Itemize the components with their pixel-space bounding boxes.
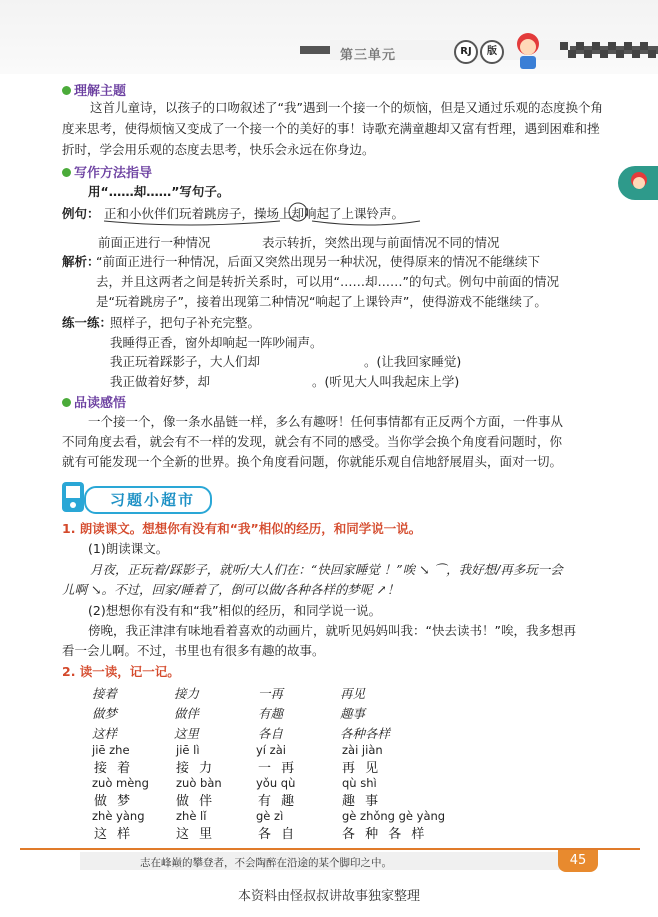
chinese-word: 一 再 bbox=[258, 761, 298, 776]
hw-word: 各自 bbox=[258, 726, 284, 741]
chinese-word: 有 趣 bbox=[258, 794, 298, 809]
hw-word: 各种各样 bbox=[340, 726, 391, 741]
hw-word: 做伴 bbox=[174, 706, 200, 721]
example-note-b: 表示转折，突然出现与前面情况不同的情况 bbox=[262, 235, 500, 250]
chinese-word: 这 里 bbox=[176, 827, 216, 842]
unit-title: 第三单元 bbox=[340, 48, 397, 63]
feeling-line-2: 不同角度去看，就会有不一样的发现，就会有不同的感受。当你学会换个角度看问题时，你 bbox=[62, 434, 563, 449]
section-title-text: 品读感悟 bbox=[74, 396, 127, 411]
hw-word: 接着 bbox=[92, 686, 118, 701]
feeling-line-3: 就有可能发现一个全新的世界。换个角度看问题，你就能乐观自信地舒展眉头，面对一切。 bbox=[62, 454, 563, 469]
theme-paragraph: 这首儿童诗，以孩子的口吻叙述了“我”遇到一个接一个的烦恼，但是又通过乐观的态度换个角度来思考，使得烦恼又变成了一个接一个的美好的事！诗歌充满童趣却又富有哲理，遇到困难和挫折时，学会用乐观的态度去思考，快乐会永远在你身边。 bbox=[62, 100, 603, 157]
hw-word: 这里 bbox=[174, 726, 200, 741]
pinyin: qù shì bbox=[342, 776, 377, 790]
pinyin: zhè lǐ bbox=[176, 809, 207, 823]
chinese-word: 这 样 bbox=[94, 827, 134, 842]
hw-word: 一再 bbox=[258, 686, 284, 701]
practice-instruction: 照样子，把句子补充完整。 bbox=[110, 315, 261, 330]
pinyin: yí zài bbox=[256, 743, 286, 757]
edition-badge: 版 bbox=[480, 40, 504, 64]
chinese-word: 接 力 bbox=[176, 761, 216, 776]
feeling-line-1: 一个接一个，像一条水晶链一样，多么有趣呀！任何事情都有正反两个方面，一件事从 bbox=[88, 414, 564, 429]
hw-word: 再见 bbox=[340, 686, 366, 701]
example-text: 正和小伙伴们玩着跳房子，操场上却响起了上课铃声。 bbox=[104, 206, 405, 221]
pinyin: jiē lì bbox=[176, 743, 200, 757]
example-label: 例句： bbox=[62, 206, 100, 221]
chinese-word: 各 种 各 样 bbox=[342, 827, 428, 842]
hw-word: 接力 bbox=[174, 686, 200, 701]
rj-badge: RJ bbox=[454, 40, 478, 64]
pinyin: gè zhǒng gè yàng bbox=[342, 809, 446, 823]
analysis-line-2: 去，并且这两者之间是转折关系时，可以用“……却……”的句式。例句中前面的情况 bbox=[96, 274, 559, 289]
exercise-banner-title: 习题小超市 bbox=[110, 491, 196, 509]
question-2: 2. 读一读，记一记。 bbox=[62, 664, 180, 679]
pinyin: zài jiàn bbox=[342, 743, 383, 757]
question-1-part-1: (1)朗读课文。 bbox=[88, 541, 169, 556]
footer-motto: 志在峰巅的攀登者，不会陶醉在沿途的某个脚印之中。 bbox=[140, 857, 392, 869]
practice-label: 练一练： bbox=[62, 315, 113, 330]
chinese-word: 做 梦 bbox=[94, 794, 134, 809]
practice-item-2a: 我正玩着踩影子，大人们却 bbox=[110, 354, 261, 369]
practice-item-3b: 。(听见大人叫我起床上学) bbox=[312, 374, 460, 389]
practice-item-3a: 我正做着好梦，却 bbox=[110, 374, 211, 389]
analysis-label: 解析： bbox=[62, 254, 100, 269]
reading-mark-line-1: 月夜，正玩着/踩影子，就听/大人们在：“快回家睡觉 ！”唉 ↘ ⌒，我好想/再多玩一会 bbox=[90, 562, 563, 577]
question-1-part-2: (2)想想你有没有和“我”相似的经历，和同学说一说。 bbox=[88, 603, 382, 618]
credit-line: 本资料由怪叔叔讲故事独家整理 bbox=[237, 889, 420, 904]
question-1: 1. 朗读课文。想想你有没有和“我”相似的经历，和同学说一说。 bbox=[62, 521, 422, 536]
section-title-text: 写作方法指导 bbox=[74, 166, 153, 181]
practice-item-1: 我睡得正香，窗外却响起一阵吵闹声。 bbox=[110, 335, 323, 350]
question-1-answer-2: 看一会儿啊。不过，书里也有很多有趣的故事。 bbox=[62, 643, 325, 658]
checker-pattern-icon bbox=[560, 42, 658, 66]
hw-word: 做梦 bbox=[92, 706, 118, 721]
pinyin: jiē zhe bbox=[92, 743, 130, 757]
pinyin: gè zì bbox=[256, 809, 284, 823]
reading-mark-line-2: 儿啊 ↘。不过，回家/睡着了，倒可以做/各种各样的梦呢 ↗！ bbox=[62, 582, 400, 597]
chinese-word: 接 着 bbox=[94, 761, 134, 776]
footer-line bbox=[20, 848, 640, 850]
section-title-feeling bbox=[62, 392, 126, 411]
hw-word: 有趣 bbox=[258, 706, 284, 721]
chinese-word: 再 见 bbox=[342, 761, 382, 776]
side-mascot-icon bbox=[626, 170, 652, 196]
writing-subtitle: 用“……却……”写句子。 bbox=[88, 184, 230, 199]
pinyin: zuò bàn bbox=[176, 776, 222, 790]
analysis-line-3: 是“玩着跳房子”，接着出现第二种情况“响起了上课铃声”，使得游戏不能继续了。 bbox=[96, 294, 547, 309]
practice-item-2b: 。(让我回家睡觉) bbox=[364, 354, 462, 369]
example-note-a: 前面正进行一种情况 bbox=[98, 235, 211, 250]
pinyin: zuò mèng bbox=[92, 776, 149, 790]
section-title-text: 理解主题 bbox=[74, 84, 127, 99]
question-1-answer-1: 傍晚，我正津津有味地看着喜欢的动画片，就听见妈妈叫我：“快去读书！”唉，我多想再 bbox=[88, 623, 576, 638]
section-title-writing bbox=[62, 162, 152, 181]
analysis-line-1: “前面正进行一种情况，后面又突然出现另一种状况，使得原来的情况不能继续下 bbox=[96, 254, 540, 269]
bullet-dot-icon bbox=[62, 398, 71, 407]
chinese-word: 各 自 bbox=[258, 827, 298, 842]
chinese-word: 做 伴 bbox=[176, 794, 216, 809]
example-annotation-lines bbox=[100, 199, 440, 233]
hw-word: 这样 bbox=[92, 726, 118, 741]
pinyin: zhè yàng bbox=[92, 809, 145, 823]
hw-word: 趣事 bbox=[340, 706, 366, 721]
bullet-dot-icon bbox=[62, 86, 71, 95]
chinese-word: 趣 事 bbox=[342, 794, 382, 809]
mascot-girl-icon bbox=[508, 30, 548, 72]
pinyin: yǒu qù bbox=[256, 776, 296, 790]
bullet-dot-icon bbox=[62, 168, 71, 177]
page-number: 45 bbox=[558, 850, 598, 872]
